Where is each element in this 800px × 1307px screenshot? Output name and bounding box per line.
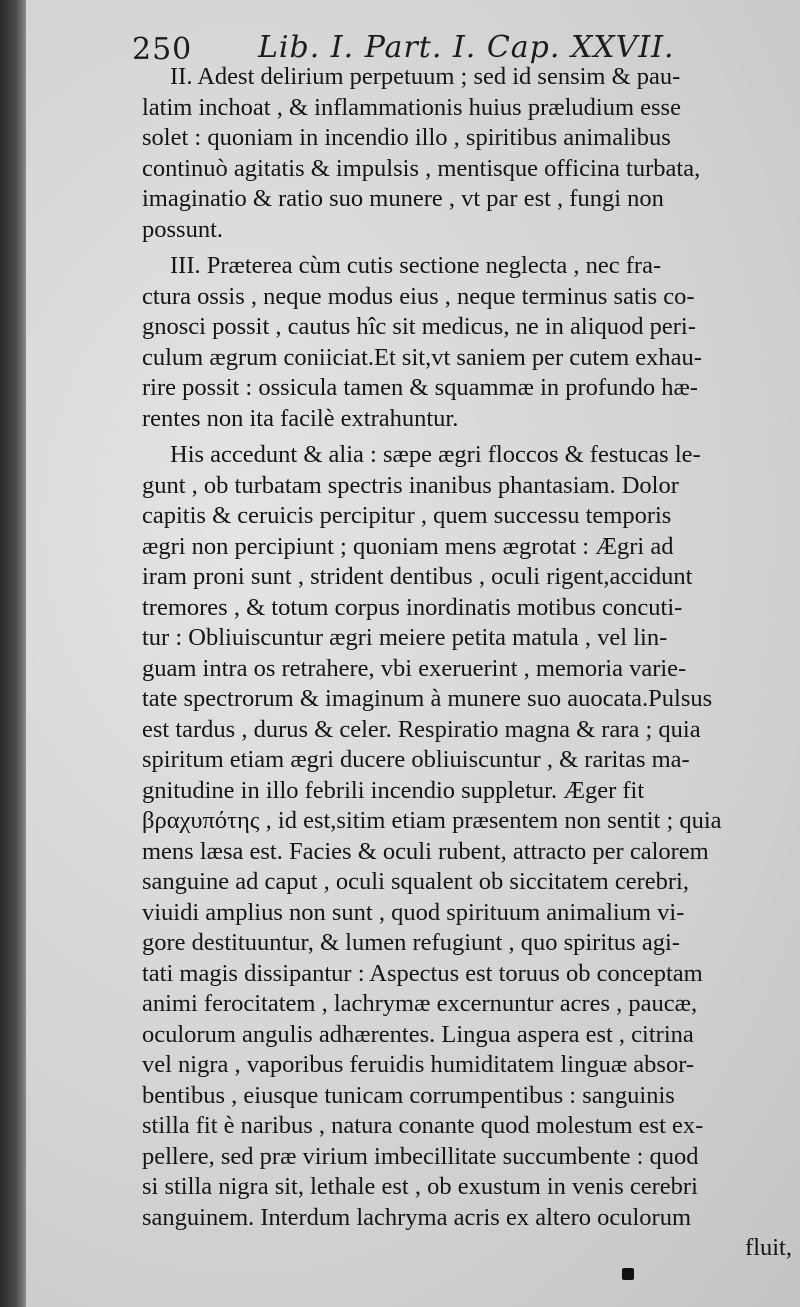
text-line: mens læsa est. Facies & oculi rubent, attracto per calorem	[142, 837, 709, 865]
paragraph	[142, 62, 792, 245]
running-head: Lib. I. Part. I. Cap. XXVII.	[258, 30, 675, 65]
binding-gutter	[0, 0, 26, 1307]
text-line: ægri non percipiunt ; quoniam mens ægrotat : Ægri ad	[142, 532, 674, 560]
text-line: gnosci possit , cautus hîc sit medicus, ne in aliquod peri-	[142, 313, 696, 340]
paragraph	[142, 251, 792, 434]
text-line: tati magis dissipantur : Aspectus est toruus ob conceptam	[142, 959, 703, 987]
text-line: vel nigra , vaporibus feruidis humiditatem linguæ absor-	[142, 1051, 695, 1078]
text-line: His accedunt & alia : sæpe ægri floccos & festucas le-	[170, 441, 701, 468]
text-line: est tardus , durus & celer. Respiratio magna & rara ; quia	[142, 715, 701, 743]
text-line: capitis & ceruicis percipitur , quem successu temporis	[142, 502, 672, 529]
text-line: viuidi amplius non sunt , quod spirituum animalium vi-	[142, 898, 685, 926]
text-line: animi ferocitatem , lachrymæ excernuntur acres , paucæ,	[142, 990, 698, 1017]
text-line: iram proni sunt , strident dentibus , oculi rigent,accidunt	[142, 563, 693, 590]
paragraph	[142, 440, 792, 1264]
text-line: solet : quoniam in incendio illo , spiritibus animalibus	[142, 124, 671, 151]
text-line: gore destituuntur, & lumen refugiunt , quo spiritus agi-	[142, 929, 680, 956]
text-line: tremores , & totum corpus inordinatis motibus concuti-	[142, 593, 683, 621]
text-line: culum ægrum coniiciat.Et sit,vt saniem per cutem exhau-	[142, 343, 702, 371]
text-line: pellere, sed præ virium imbecillitate succumbente : quod	[142, 1142, 699, 1170]
page-number: 250	[132, 32, 193, 67]
text-line: continuò agitatis & impulsis , mentisque officina turbata,	[142, 154, 701, 182]
text-line: tate spectrorum & imaginum à munere suo auocata.Pulsus	[142, 685, 713, 712]
ink-blot-mark	[622, 1268, 634, 1280]
text-line: rire possit : ossicula tamen & squammæ in profundo hæ-	[142, 374, 698, 401]
text-line: guam intra os retrahere, vbi exeruerint , memoria varie-	[142, 654, 687, 682]
text-line: sanguinem. Interdum lachryma acris ex altero oculorum	[142, 1203, 692, 1231]
text-line: tur : Obliuiscuntur ægri meiere petita matula , vel lin-	[142, 624, 668, 651]
text-line: gunt , ob turbatam spectris inanibus phantasiam. Dolor	[142, 471, 679, 499]
text-line: III. Præterea cùm cutis sectione neglecta , nec fra-	[170, 252, 662, 279]
text-line: gnitudine in illo febrili incendio suppletur. Æger fit	[142, 776, 645, 804]
text-line: si stilla nigra sit, lethale est , ob exustum in venis cerebri	[142, 1173, 698, 1200]
text-line: stilla fit è naribus , natura conante quod molestum est ex-	[142, 1112, 704, 1139]
text-line: oculorum angulis adhærentes. Lingua aspera est , citrina	[142, 1020, 694, 1048]
text-line: fluit,	[745, 1234, 792, 1261]
text-line: imaginatio & ratio suo munere , vt par est , fungi non	[142, 185, 664, 212]
text-line: possunt.	[142, 215, 224, 243]
text-line: bentibus , eiusque tunicam corrumpentibus : sanguinis	[142, 1081, 675, 1109]
text-line: spiritum etiam ægri ducere obliuiscuntur , & raritas ma-	[142, 746, 690, 773]
text-line: ctura ossis , neque modus eius , neque terminus satis co-	[142, 282, 695, 310]
text-line: sanguine ad caput , oculi squalent ob siccitatem cerebri,	[142, 868, 689, 895]
text-line: rentes non ita facilè extrahuntur.	[142, 404, 459, 432]
text-line: βραχυπότης , id est,sitim etiam præsentem non sentit ; quia	[142, 807, 722, 834]
text-line: II. Adest delirium perpetuum ; sed id sensim & pau-	[170, 63, 681, 90]
paragraphs	[142, 62, 792, 1264]
body-text	[142, 62, 792, 1264]
text-line: latim inchoat , & inflammationis huius præludium esse	[142, 93, 681, 121]
